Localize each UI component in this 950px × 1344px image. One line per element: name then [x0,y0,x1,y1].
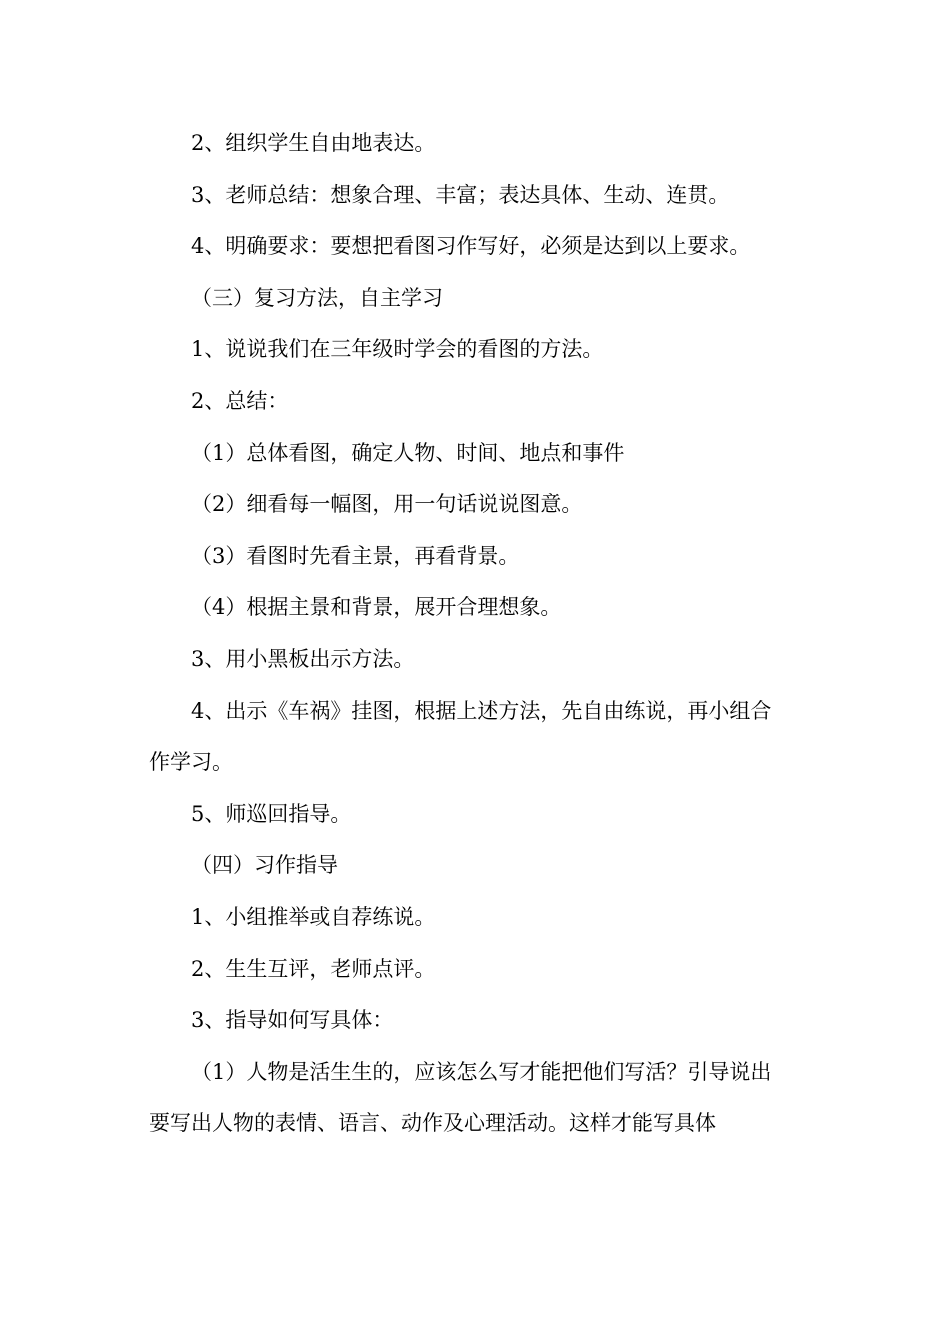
paragraph-step-4-wall-chart: 4、出示《车祸》挂图，根据上述方法，先自由练说，再小组合作学习。 [149,698,772,775]
paragraph-substep-1-overall: （1）总体看图，确定人物、时间、地点和事件 [191,440,625,465]
paragraph-substep-4-imagination: （4）根据主景和背景，展开合理想象。 [191,595,562,620]
paragraph-step-2-express: 2、组织学生自由地表达。 [191,131,436,155]
paragraph-substep-1-characters: （1）人物是活生生的，应该怎么写才能把他们写活？引导说出要写出人物的表情、语言、动作及心理活动。这样才能写具体 [149,1059,772,1136]
paragraph-step-3-blackboard: 3、用小黑板出示方法。 [191,646,415,671]
paragraph-step-5-guidance: 5、师巡回指导。 [191,801,352,826]
paragraph-step-3-teacher-summary: 3、老师总结：想象合理、丰富；表达具体、生动、连贯。 [191,182,730,207]
section-heading-review-methods: （三）复习方法，自主学习 [191,285,443,310]
paragraph-step-1-recall-methods: 1、说说我们在三年级时学会的看图的方法。 [191,337,604,362]
paragraph-substep-3-foreground: （3）看图时先看主景，再看背景。 [191,543,520,568]
section-heading-writing-guidance: （四）习作指导 [191,853,338,878]
paragraph-step-4-requirements: 4、明确要求：要想把看图习作写好，必须是达到以上要求。 [191,234,751,259]
paragraph-substep-2-detail: （2）细看每一幅图，用一句话说说图意。 [191,492,583,517]
paragraph-step-2-summary: 2、总结： [191,388,289,413]
paragraph-step-1-group-practice: 1、小组推举或自荐练说。 [191,904,436,929]
paragraph-step-3-write-concretely: 3、指导如何写具体： [191,1008,394,1033]
document-body [149,118,789,1150]
paragraph-step-2-peer-review: 2、生生互评，老师点评。 [191,956,436,981]
